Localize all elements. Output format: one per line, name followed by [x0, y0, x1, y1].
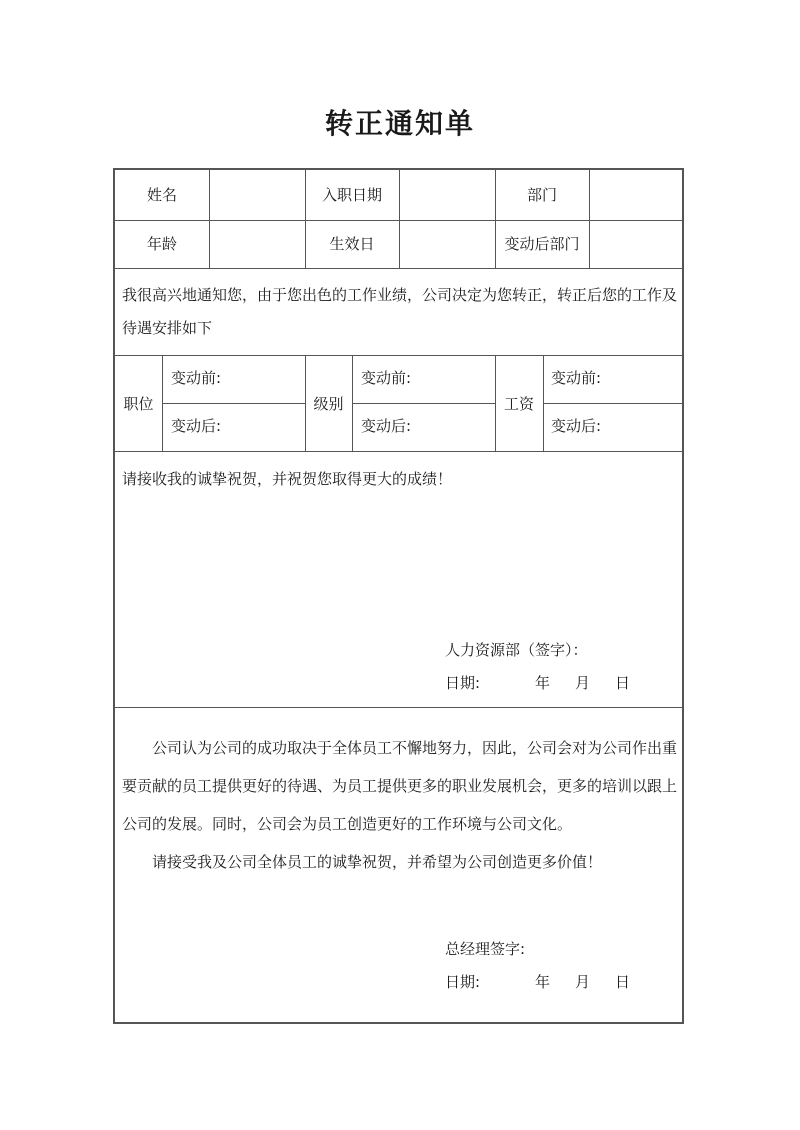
- gm-signature-label: 总经理签字:: [445, 940, 526, 958]
- effective-date-label: 生效日: [329, 235, 375, 253]
- hr-signature-label: 人力资源部（签字）：: [445, 641, 588, 659]
- position-after-label: 变动后:: [171, 417, 222, 435]
- column-divider: [399, 170, 400, 268]
- row-divider: [543, 403, 682, 404]
- hire-date-label: 入职日期: [321, 186, 382, 204]
- gm-month-label: 月: [575, 973, 591, 991]
- notice-paragraph: 我很高兴地通知您，由于您出色的工作业绩，公司决定为您转正，转正后您的工作及待遇安排如下: [122, 286, 678, 337]
- row-divider: [115, 355, 682, 356]
- gm-paragraph-1: 公司认为公司的成功取决于全体员工不懈地努力，因此，公司会对为公司作出重要贡献的员工提供更好的待遇、为员工提供更多的职业发展机会，更多的培训以跟上公司的发展。同时，公司会为员工创造更好的工作环境与公司文化。: [122, 739, 678, 833]
- position-before-label: 变动前:: [171, 369, 222, 387]
- name-label: 姓名: [146, 186, 177, 204]
- row-divider: [162, 403, 305, 404]
- hr-date-label: 日期:: [445, 674, 481, 692]
- column-divider: [589, 170, 590, 268]
- new-department-label: 变动后部门: [504, 235, 580, 253]
- notice-form: [113, 168, 684, 1024]
- congrats-text: 请接收我的诚挚祝贺，并祝贺您取得更大的成绩！: [122, 470, 453, 488]
- column-divider: [162, 355, 163, 451]
- hr-day-label: 日: [615, 674, 631, 692]
- row-divider: [115, 451, 682, 452]
- row-divider: [352, 403, 495, 404]
- column-divider: [209, 170, 210, 268]
- position-label: 职位: [123, 395, 154, 413]
- gm-day-label: 日: [615, 973, 631, 991]
- level-after-label: 变动后:: [361, 417, 412, 435]
- salary-label: 工资: [503, 395, 534, 413]
- gm-date-label: 日期:: [445, 973, 481, 991]
- document-title: 转正通知单: [324, 107, 475, 140]
- column-divider: [543, 355, 544, 451]
- gm-year-label: 年: [535, 973, 551, 991]
- salary-before-label: 变动前:: [551, 369, 602, 387]
- hr-year-label: 年: [535, 674, 551, 692]
- department-label: 部门: [526, 186, 557, 204]
- salary-after-label: 变动后:: [551, 417, 602, 435]
- row-divider: [115, 707, 682, 708]
- row-divider: [115, 268, 682, 269]
- gm-paragraph-2: 请接受我及公司全体员工的诚挚祝贺，并希望为公司创造更多价值！: [152, 853, 603, 871]
- age-label: 年龄: [146, 235, 177, 253]
- hr-month-label: 月: [575, 674, 591, 692]
- level-before-label: 变动前:: [361, 369, 412, 387]
- level-label: 级别: [313, 395, 344, 413]
- column-divider: [352, 355, 353, 451]
